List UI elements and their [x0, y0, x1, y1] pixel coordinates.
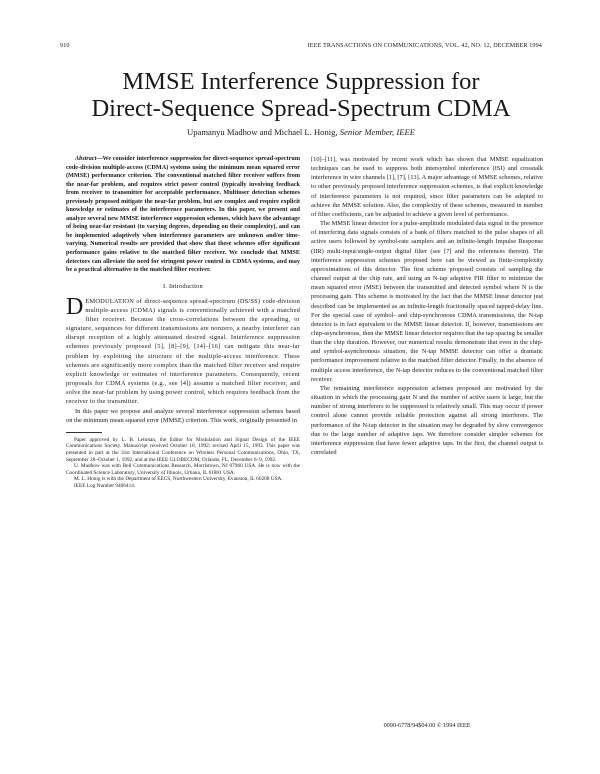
- copyright-code: 0090-6778/94$04.00 © 1994 IEEE: [383, 722, 471, 729]
- abstract: [66, 155, 300, 275]
- abstract-body: We consider interference suppression for direct-sequence spread-spectrum code-division multiple-access (CDMA) systems using the minimum mean squared error (MMSE) performance criterion. The conventional matched filter receiver suffers from the near-far problem, and requires strict power control (typically involving feedback from receiver to transmitter for acceptable performance. Multiuser detection schemes previously proposed mitigate the near-far problem, but are complex and require explicit knowledge or estimates of the interference parameters. In this paper, we present and analyze several new MMSE interference suppression schemes, which have the advantage of being near-far resistant (to varying degrees, depending on their complexity), and can be implemented adaptively when interference parameters are unknown and/or time-varying. Numerical results are provided that show that these schemes offer significant performance gains relative to the matched filter receiver. We conclude that MMSE detectors can alleviate the need for stringent power control in CDMA systems, and may be a practical alternative to the matched filter receiver.: [66, 155, 300, 274]
- author-membership: Senior Member, IEEE: [339, 127, 415, 137]
- section-heading-introduction: I. Introduction: [163, 282, 203, 290]
- title-line-2: Direct-Sequence Spread-Spectrum CDMA: [91, 95, 511, 122]
- author-names: Upamanyu Madhow and Michael L. Honig,: [187, 127, 338, 137]
- footnote-honig: M. L. Honig is with the Department of EECS, Northwestern University, Evanston, IL 60208 USA.: [74, 476, 283, 483]
- paper-title: [60, 68, 542, 122]
- running-header: [60, 42, 542, 54]
- right-paragraph-3: The remaining interference suppression schemes proposed are motivated by the situation in which the processing gain N and the number of active users is large, but the number of strong interferers to be suppressed is relatively small. This may occur if power control alone cannot provide reliable protection against all strong interferers. The performance of the N-tap detector in the situation may be degraded by slow convergence due to the large number of adaptive taps. We therefore consider simpler schemes for interference suppression that have fewer adaptive taps. In the first, the channel output is correlated: [311, 384, 543, 456]
- right-paragraph-1: [10]–[11], was motivated by recent work which has shown that MMSE equalization techniques can be used to suppress both intersymbol interference (ISI) and crosstalk interference in wire channels [1], [7], [13]. A major advantage of MMSE schemes, relative to other previously proposed interference suppression schemes, is that explicit knowledge of interference parameters is not required, since filter parameters can be adapted to achieve the MMSE solution. Also, the complexity of these schemes, measured in number of filter coefficients, can be adjusted to achieve a given level of performance.: [311, 156, 543, 218]
- intro-paragraph-2: In this paper we propose and analyze several interference suppression schemes based on the minimum mean squared error (MMSE) criterion. This work, originally presented in: [66, 407, 300, 424]
- left-column: [66, 155, 300, 490]
- footnote-log-number: IEEE Log Number 9406414.: [74, 483, 136, 489]
- right-paragraph-2: The MMSE linear detector for a pulse-amplitude modulated data signal in the presence of interfering data signals consists of a bank of filters matched to the pulse shapes of all active users followed by symbol-rate samplers and an infinite-length Impulse Response (IIR) multi-input/single-output digital filter (see [7] and the references therein). The interference suppression schemes proposed here can be viewed as finite-complexity approximations of this detector. The first scheme proposed consists of sampling the channel output at the chip rate, and using an N-tap adaptive FIR filter to minimize the mean squared error (MSE) between the transmitted and detected symbol where N is the processing gain. This scheme is motivated by the fact that the MMSE linear detector just described can be implemented as an infinite-length fractionally spaced tapped-delay line. For the special case of symbol- and chip-synchronous CDMA transmissions, the N-tap detector is in fact equivalent to the MMSE linear detector. If, however, transmissions are chip-asynchronous, then the MMSE linear detector requires that the tap spacing be smaller than the chip duration. However, our numerical results demonstrate that even in the chip- and symbol-asynchronous situation, the N-tap MMSE detector can offer a dramatic performance improvement relative to the matched filter detector. Finally, in the absence of multiple access interference, the N-tap detector reduces to the conventional matched filter receiver.: [311, 220, 543, 383]
- title-line-1: MMSE Interference Suppression for: [122, 68, 480, 95]
- footnote-divider: [66, 432, 102, 433]
- author-line: [60, 127, 542, 138]
- page-number: 910: [60, 42, 70, 49]
- footnote-manuscript: Paper approved by L. B. Lehman, the Editor for Modulation and Signal Design of the IEEE Communications Society. Manuscript received October 18, 1992; revised April 15, 1993. This paper was presented in part at the 31st International Conference on Wireless Personal Communications, Ohio, TX, September 28–October 1, 1992, and at the IEEE GLOBECOM, Orlando, FL, December 6–9, 1992.: [66, 436, 300, 463]
- drop-cap: D: [66, 293, 84, 320]
- abstract-lead: Abstract—: [75, 155, 103, 162]
- right-column: [311, 155, 543, 457]
- intro-paragraph-1: [66, 293, 300, 407]
- footnote-madhow: U. Madhow was with Bell Communications Research, Morristown, NJ 07960 USA. He is now with the Coordinated Science Laboratory, University of Illinois, Urbana, IL 61801 USA.: [66, 463, 300, 476]
- journal-citation: IEEE TRANSACTIONS ON COMMUNICATIONS, VOL. 42, NO. 12, DECEMBER 1994: [307, 42, 542, 49]
- intro-paragraph-1-text: EMODULATION of direct-sequence spread-spectrum (DS/SS) code-division multiple-access (CDMA) signals is conventionally achieved with a matched filter receiver. Because the cross-correlations between the spreading, or signature, sequences for different transmissions are nonzero, a nearby interferer can disrupt reception of a highly attenuated desired signal. Interference suppression schemes previously proposed [5], [8]–[9], [14]–[16] can mitigate this near-far problem by exploiting the structure of the multiple-access interference. These schemes are significantly more complex than the matched filter receiver and require explicit knowledge or estimates of interference parameters. Consequently, recent proposals for CDMA systems (e.g., see [4]) assume a matched filter receiver, and solve the near-far problem by using power control, which requires feedback from the receiver to the transmitter.: [66, 297, 300, 406]
